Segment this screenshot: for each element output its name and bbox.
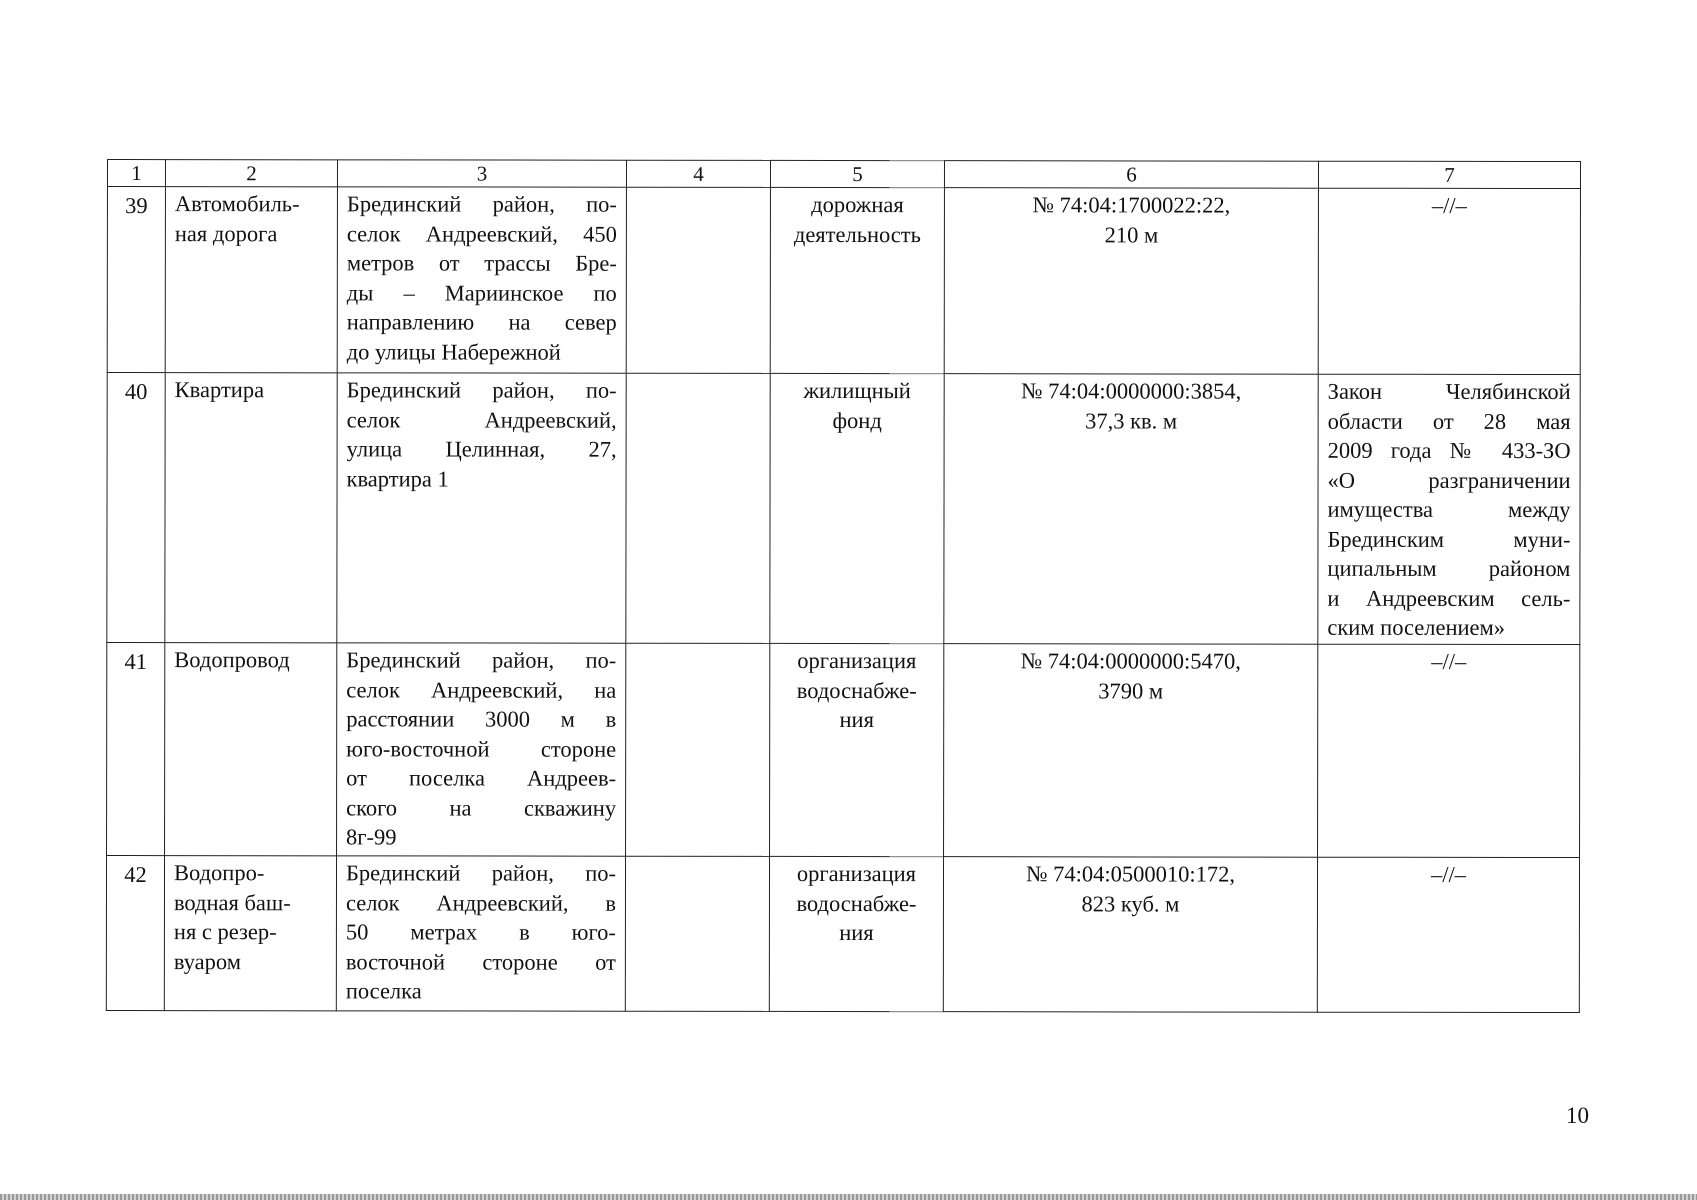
object-name xyxy=(165,187,337,373)
legal-basis xyxy=(1318,188,1580,374)
text-line: и Андреевским сель- xyxy=(1327,585,1571,611)
row-number: 41 xyxy=(107,643,165,856)
header-cell-4: 4 xyxy=(626,160,770,187)
text-line: квартира 1 xyxy=(346,465,449,491)
text-line: селок Андреевский, xyxy=(346,406,617,433)
text-line: ды – Мариинское по xyxy=(346,279,617,306)
header-cell-2: 2 xyxy=(165,160,337,187)
legal-basis xyxy=(1317,857,1579,1012)
text-line: 823 куб. м xyxy=(1081,890,1180,916)
text-line: Брединским муни- xyxy=(1327,526,1571,552)
text-line: ня с резер- xyxy=(173,919,277,945)
text-line: селок Андреевский, на xyxy=(346,676,617,703)
text-line: водоснабже- xyxy=(796,890,917,916)
object-name xyxy=(165,643,337,856)
text-line: области от 28 мая xyxy=(1327,408,1571,434)
text-line: водоснабже- xyxy=(796,677,917,703)
empty-cell xyxy=(626,373,770,643)
row-number: 42 xyxy=(106,856,164,1011)
text-line: ципальным районом xyxy=(1327,555,1571,582)
cadastral-number xyxy=(944,188,1318,375)
text-line: метров от трассы Бре- xyxy=(346,250,617,276)
object-name xyxy=(165,373,337,643)
text-line: Брединский район, по- xyxy=(346,377,617,403)
cadastral-number xyxy=(943,857,1317,1013)
text-line: № 74:04:0000000:5470, xyxy=(1020,648,1241,674)
empty-cell xyxy=(626,187,770,373)
text-line: Автомобиль- xyxy=(174,191,300,217)
object-purpose xyxy=(770,187,944,373)
text-line: 210 м xyxy=(1104,221,1159,247)
object-purpose xyxy=(770,643,944,856)
text-line: Закон Челябинской xyxy=(1327,378,1571,405)
text-line: селок Андреевский, 450 xyxy=(346,220,617,247)
text-line: 50 метрах в юго- xyxy=(345,919,616,945)
text-line: ния xyxy=(839,707,874,733)
table-row xyxy=(107,373,1580,645)
ditto-mark: –//– xyxy=(1430,861,1467,887)
scan-edge-strip xyxy=(0,1194,1697,1200)
text-line: 3790 м xyxy=(1098,677,1164,703)
header-cell-6: 6 xyxy=(944,161,1318,189)
legal-basis xyxy=(1318,644,1580,857)
text-line: ная дорога xyxy=(174,220,278,246)
row-number: 39 xyxy=(107,187,165,373)
empty-cell xyxy=(625,856,769,1011)
legal-basis xyxy=(1318,374,1580,644)
text-line: дорожная xyxy=(811,191,904,218)
text-line: Брединский район, по- xyxy=(345,860,617,886)
object-address xyxy=(337,373,626,643)
empty-cell xyxy=(626,643,770,856)
column-number-row xyxy=(107,160,1580,189)
text-line: вуаром xyxy=(173,948,242,974)
header-cell-7: 7 xyxy=(1318,161,1580,188)
text-line: до улицы Набережной xyxy=(346,338,561,365)
ditto-mark: –//– xyxy=(1431,192,1467,218)
text-line: юго-восточной стороне xyxy=(346,735,617,762)
text-line: № 74:04:0000000:3854, xyxy=(1021,378,1242,404)
text-line: направлению на север xyxy=(346,309,617,335)
text-line: фонд xyxy=(832,407,882,433)
text-line: «О разграничении xyxy=(1327,467,1571,493)
object-purpose xyxy=(770,373,944,643)
text-line: Водопро- xyxy=(173,860,265,886)
text-line: ского на скважину xyxy=(346,794,617,821)
object-address xyxy=(337,643,626,856)
text-line: 8г-99 xyxy=(346,824,397,850)
object-address xyxy=(336,856,625,1011)
cadastral-number xyxy=(944,644,1318,858)
text-line: ния xyxy=(839,920,874,946)
object-purpose xyxy=(769,856,943,1011)
text-line: организация xyxy=(796,860,917,887)
text-line: от поселка Андреев- xyxy=(346,765,617,791)
text-line: Квартира xyxy=(174,377,265,403)
text-line: № 74:04:0500010:172, xyxy=(1025,861,1236,887)
text-line: селок Андреевский, в xyxy=(345,889,616,916)
text-line: поселка xyxy=(345,978,422,1004)
text-line: имущества между xyxy=(1327,496,1571,523)
row-number: 40 xyxy=(107,373,165,643)
header-cell-1: 1 xyxy=(107,160,165,187)
text-line: Водопровод xyxy=(174,647,290,673)
text-line: водная баш- xyxy=(173,889,291,915)
text-line: ским поселением» xyxy=(1327,614,1506,640)
text-line: организация xyxy=(797,647,917,674)
property-registry-table xyxy=(106,159,1581,1013)
text-line: 37,3 кв. м xyxy=(1085,407,1178,433)
object-name xyxy=(164,856,336,1011)
text-line: расстоянии 3000 м в xyxy=(346,706,617,732)
ditto-mark: –//– xyxy=(1431,648,1467,674)
cadastral-number xyxy=(944,374,1318,645)
text-line: 2009 года № 433-ЗО xyxy=(1327,437,1571,464)
object-address xyxy=(337,187,626,373)
text-line: Брединский район, по- xyxy=(346,191,617,217)
header-cell-3: 3 xyxy=(337,160,626,187)
text-line: деятельность xyxy=(793,221,921,247)
page-number: 10 xyxy=(1566,1103,1589,1128)
text-line: жилищный xyxy=(803,377,911,404)
table-row xyxy=(107,643,1580,858)
header-cell-5: 5 xyxy=(770,160,944,187)
table-row xyxy=(107,187,1580,375)
text-line: улица Целинная, 27, xyxy=(346,436,617,462)
text-line: Брединский район, по- xyxy=(346,647,617,673)
text-line: № 74:04:1700022:22, xyxy=(1032,192,1231,218)
table-row xyxy=(106,856,1579,1013)
text-line: восточной стороне от xyxy=(345,948,616,975)
